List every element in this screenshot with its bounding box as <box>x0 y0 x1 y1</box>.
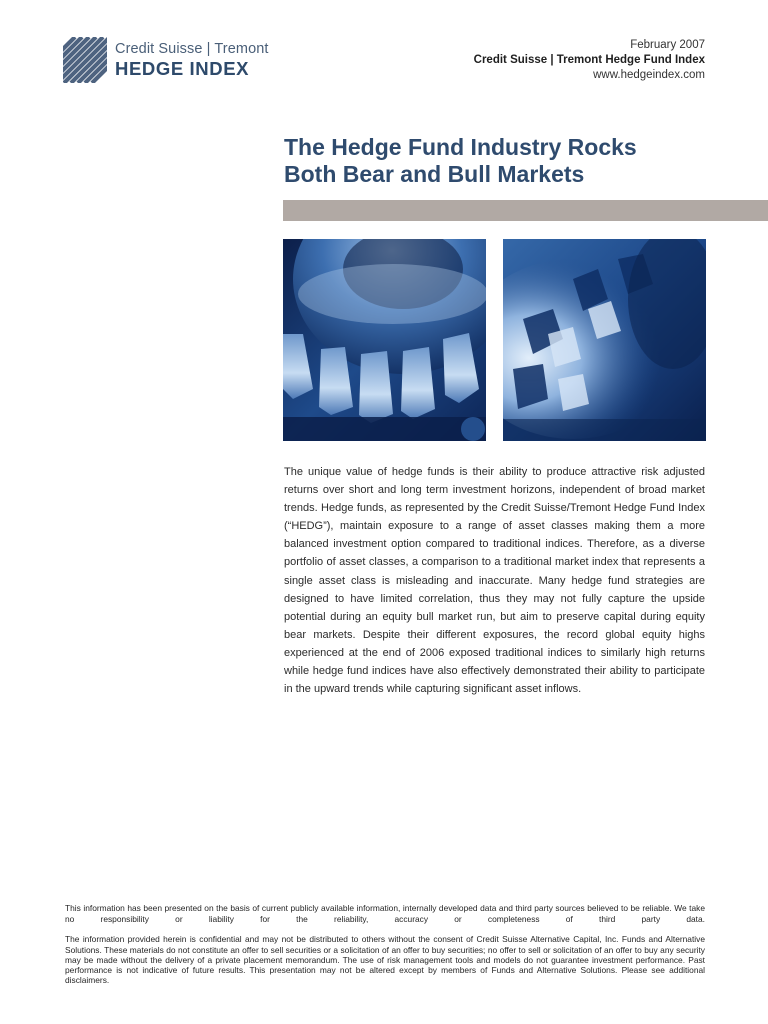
publication-date: February 2007 <box>630 39 705 51</box>
title-line-1: The Hedge Fund Industry Rocks <box>284 134 637 160</box>
logo-wordmark <box>115 42 269 78</box>
logo-company-name: Credit Suisse | Tremont <box>115 41 269 57</box>
gear-photo-left <box>283 239 486 441</box>
website-link[interactable]: www.hedgeindex.com <box>593 69 705 81</box>
gear-photo-right <box>503 239 706 441</box>
document-title <box>284 134 637 188</box>
title-divider-band <box>283 200 768 221</box>
publisher-name: Credit Suisse | Tremont Hedge Fund Index <box>473 54 705 66</box>
striped-square-logo-icon <box>63 37 107 83</box>
disclaimer-data-sources: This information has been presented on the basis of current publicly available information, internally developed data and third party sources believed to be reliable. We take no responsibility or liability for the reliability, accuracy or completeness of third party data. <box>65 903 705 924</box>
disclaimer-confidentiality: The information provided herein is confidential and may not be distributed to others without the consent of Credit Suisse Alternative Capital, Inc. Funds and Alternative Solutions. These materials do not constitute an offer to sell securities or a solicitation of an offer to buy securities; no offer to sell or solicitation of an offer to buy any security may be made without the delivery of a private placement memorandum. The use of risk management tools and models do not guarantee investment performance. Past performance is not indicative of future results. This presentation may not be altered except by members of Funds and Alternative Solutions. Please see additional disclaimers. <box>65 934 705 986</box>
title-line-2: Both Bear and Bull Markets <box>284 161 585 187</box>
brand-logo <box>63 37 269 83</box>
document-header-info <box>474 38 705 83</box>
logo-product-name: HEDGE INDEX <box>115 57 250 79</box>
intro-paragraph: The unique value of hedge funds is their ability to produce attractive risk adjusted returns over short and long term investment horizons, independent of broad market trends. Hedge funds, as represented by the Credit Suisse/Tremont Hedge Fund Index (“HEDG”), maintain exposure to a range of asset classes making them a more balanced investment option compared to traditional indices. Therefore, as a diverse portfolio of asset classes, a comparison to a traditional market index that represents a single asset class is misleading and inaccurate. Many hedge fund strategies are designed to have limited correlation, thus they may not fully capture the upside potential during an equity bull market run, but aim to preserve capital during equity bear markets. Despite their different exposures, the record global equity highs experienced at the end of 2006 exposed traditional indices to similarly high returns while hedge fund indices have also effectively demonstrated their ability to participate in the upward trends while capturing significant asset inflows. <box>284 466 705 696</box>
